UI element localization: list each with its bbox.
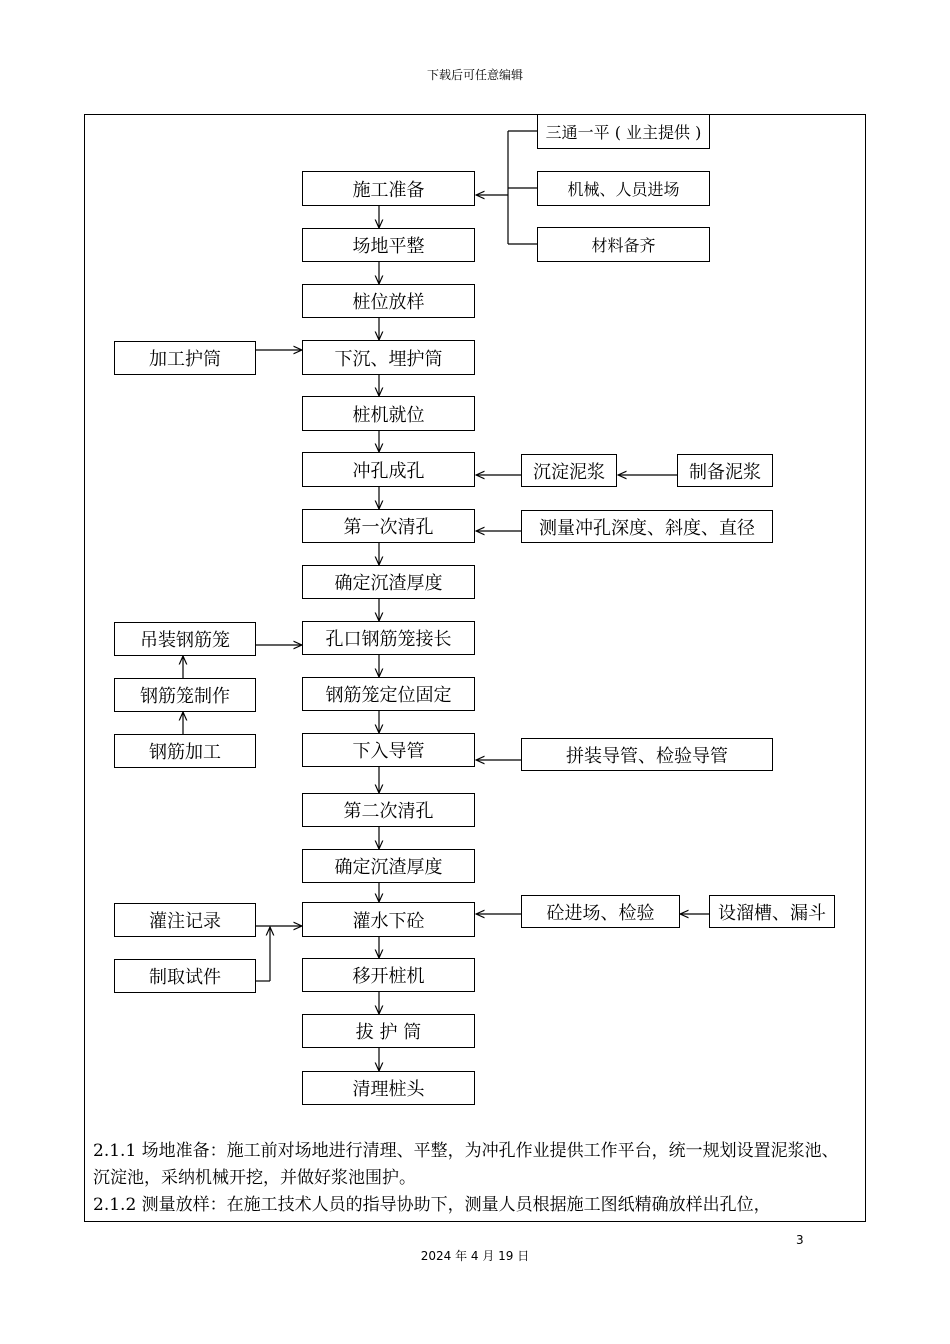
mud-settle-box: 沉淀泥浆 [521,454,617,487]
casing-input-box: 加工护筒 [114,341,256,375]
flow-step-6: 冲孔成孔 [302,452,475,487]
page-header: 下载后可任意编辑 [426,68,523,82]
prep-input-site: 三通一平 ( 业主提供 ) [537,114,710,149]
flow-step-3: 桩位放样 [302,284,475,318]
flow-step-9: 孔口钢筋笼接长 [302,621,475,655]
cage-lift-box: 吊装钢筋笼 [114,622,256,656]
flow-step-7: 第一次清孔 [302,509,475,543]
flow-step-10: 钢筋笼定位固定 [302,677,475,711]
flow-step-17: 清理桩头 [302,1071,475,1105]
prep-input-machinery: 机械、人员进场 [537,171,710,206]
flow-step-11: 下入导管 [302,733,475,767]
cage-make-box: 钢筋笼制作 [114,678,256,712]
paragraph-survey: 2.1.2 测量放样：在施工技术人员的指导协助下，测量人员根据施工图纸精确放样出孔位， [93,1195,771,1215]
prep-input-materials: 材料备齐 [537,227,710,262]
flow-step-13: 确定沉渣厚度 [302,849,475,883]
flow-step-1: 施工准备 [302,171,475,206]
flow-step-14: 灌水下砼 [302,902,475,937]
mud-make-box: 制备泥浆 [677,454,773,487]
flow-step-4: 下沉、埋护筒 [302,340,475,375]
footer-date: 2024 年 4 月 19 日 [420,1249,530,1263]
page-number: 3 [796,1233,804,1247]
pipe-input-box: 拼装导管、检验导管 [521,738,773,771]
measure-box: 测量冲孔深度、斜度、直径 [521,510,773,543]
flow-step-8: 确定沉渣厚度 [302,565,475,599]
flow-step-15: 移开桩机 [302,958,475,992]
paragraph-site-prep: 2.1.1 场地准备：施工前对场地进行清理、平整，为冲孔作业提供工作平台，统一规划设置泥浆池、沉淀池，采纳机械开挖，并做好浆池围护。 [93,1141,839,1188]
concrete-in-box: 砼进场、检验 [521,895,680,928]
flow-step-2: 场地平整 [302,228,475,262]
rebar-process-box: 钢筋加工 [114,734,256,768]
flow-step-12: 第二次清孔 [302,793,475,827]
flow-step-5: 桩机就位 [302,396,475,431]
pour-record-box: 灌注记录 [114,903,256,937]
sample-box: 制取试件 [114,959,256,993]
chute-box: 设溜槽、漏斗 [709,895,835,928]
flow-step-16: 拔 护 筒 [302,1014,475,1048]
